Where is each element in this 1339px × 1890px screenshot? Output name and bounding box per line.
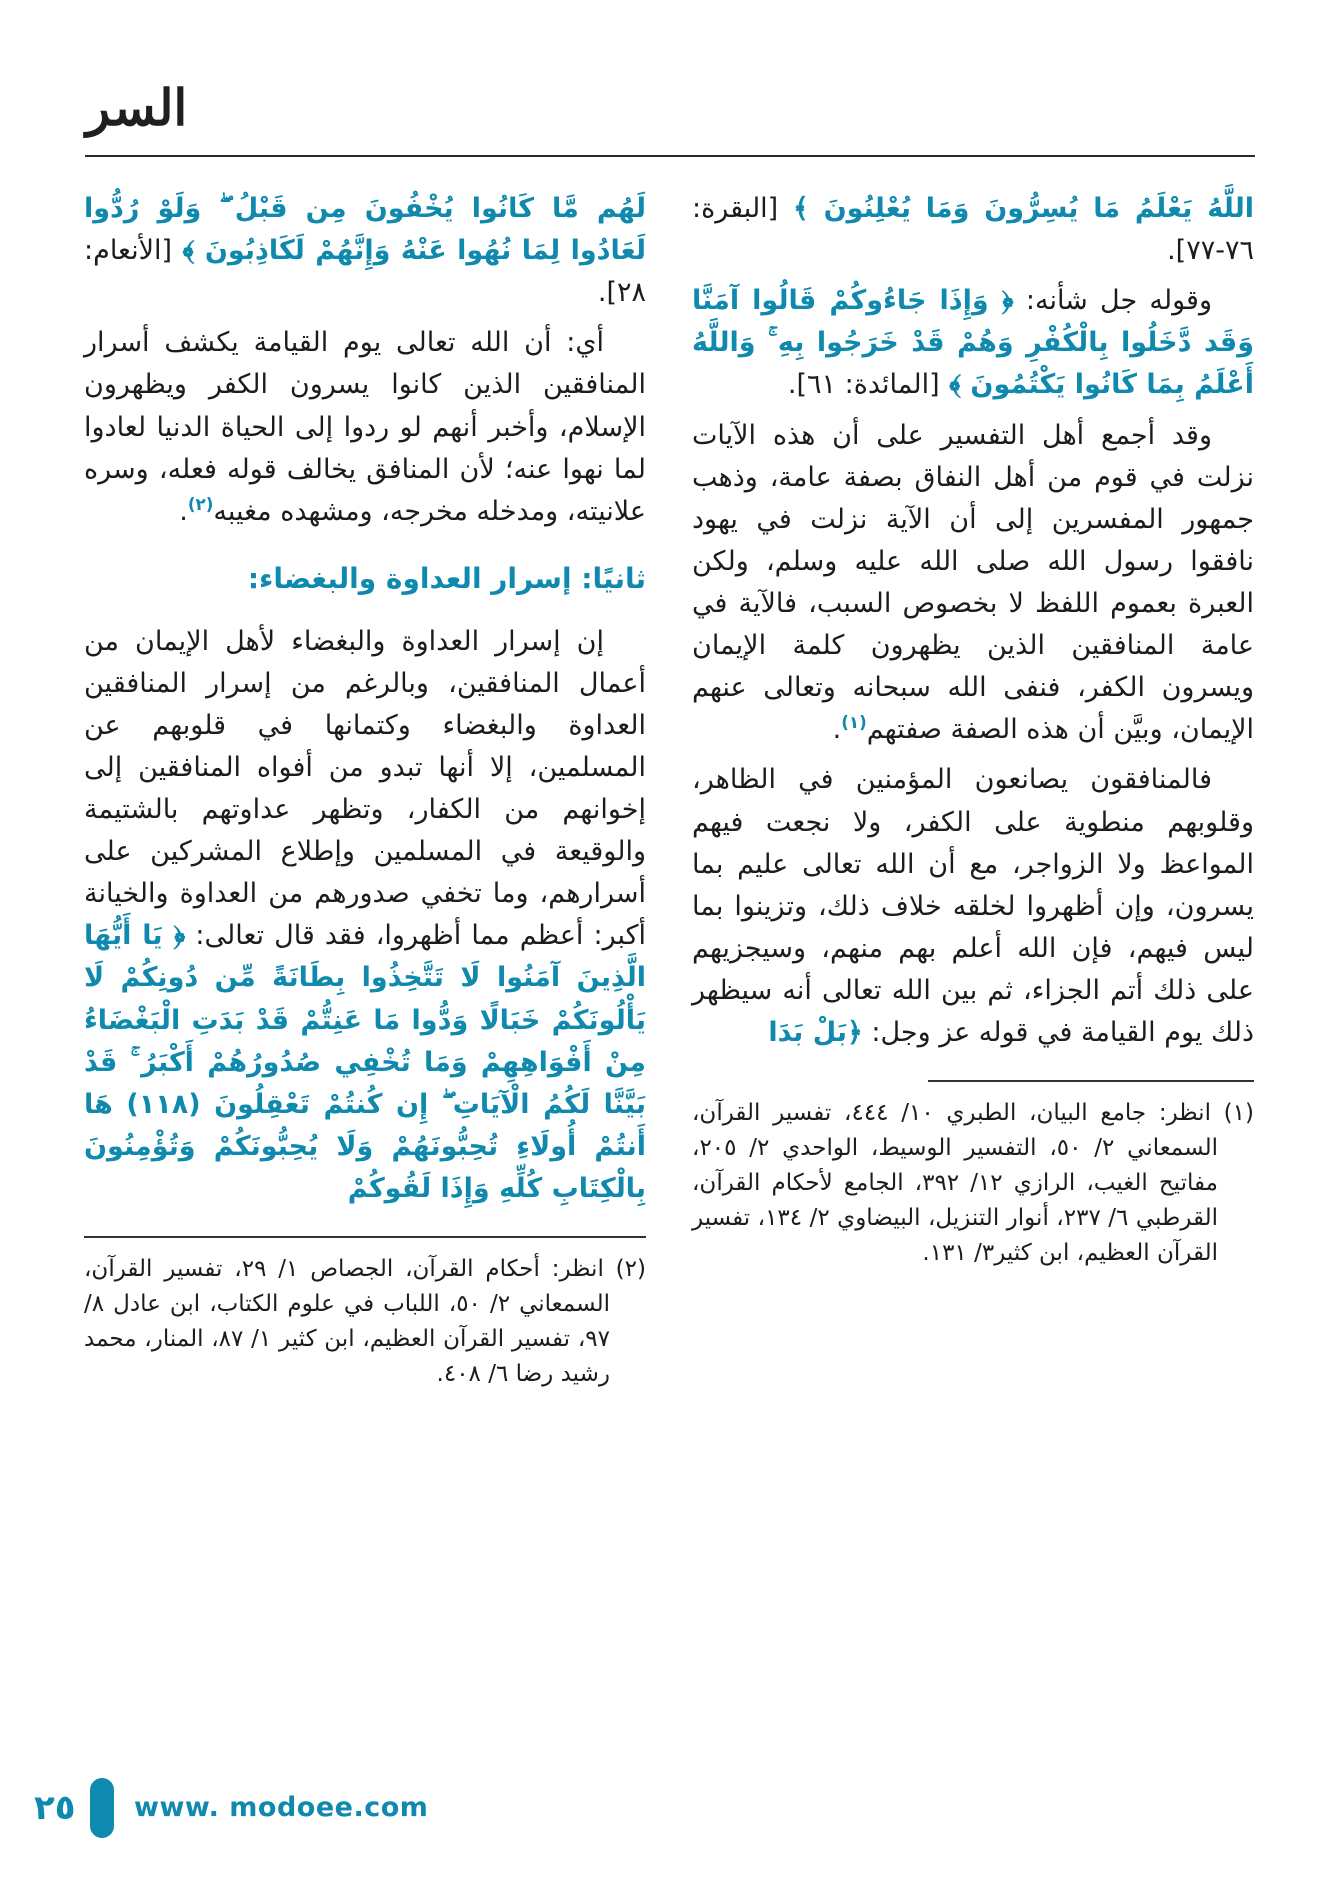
column-left — [84, 188, 646, 1396]
footnotes-right — [692, 1096, 1254, 1271]
paragraph-maidah-verse — [692, 280, 1254, 406]
page-footer — [0, 1778, 1339, 1838]
footer-divider-pill — [90, 1778, 114, 1838]
footnote-2 — [84, 1252, 646, 1392]
quran-verse-text: ﴿بَلْ بَدَا — [768, 1017, 863, 1049]
header-rule — [85, 155, 1255, 157]
footnote-separator-left — [84, 1236, 646, 1238]
text-run: [البقرة: ٧٦-٧٧]. — [692, 193, 1254, 267]
page-number: ٢٥ — [34, 1788, 76, 1828]
paragraph-munafiqun-description — [692, 759, 1254, 1054]
page-columns — [84, 188, 1254, 1396]
footnote-marker: (٢) — [187, 493, 214, 514]
quran-verse-text: ﴿ يَا أَيُّهَا الَّذِينَ آمَنُوا لَا تَتَّخِذُوا بِطَانَةً مِّن دُونِكُمْ لَا يَأْلُونَكُمْ خَبَالًا وَدُّوا مَا عَنِتُّمْ قَدْ بَدَتِ الْبَغْضَاءُ مِنْ أَفْوَاهِهِمْ وَمَا تُخْفِي صُدُورُهُمْ أَكْبَرُ ۚ قَدْ بَيَّنَّا لَكُمُ الْآيَاتِ ۖ إِن كُنتُمْ تَعْقِلُونَ (١١٨) هَا أَنتُمْ أُولَاءِ تُحِبُّونَهُمْ وَلَا يُحِبُّونَكُمْ وَتُؤْمِنُونَ بِالْكِتَابِ كُلِّهِ وَإِذَا لَقُوكُمْ — [84, 920, 646, 1204]
quran-verse-text: اللَّهُ يَعْلَمُ مَا يُسِرُّونَ وَمَا يُعْلِنُونَ ﴾ — [778, 193, 1254, 224]
section-heading-text: ثانيًا: إسرار العداوة والبغضاء: — [247, 561, 646, 595]
text-run: أي: أن الله تعالى يوم القيامة يكشف أسرار المنافقين الذين كانوا يسرون الكفر ويظهرون الإسلام، وأخبر أنهم لو ردوا إلى الحياة الدنيا لعادوا لما نهوا عنه؛ لأن المنافق يخالف قوله فعله، وسره علانيته، ومدخله مخرجه، ومشهده مغيبه — [84, 327, 646, 527]
quran-verse-text: لَهُم مَّا كَانُوا يُخْفُونَ مِن قَبْلُ ۖ وَلَوْ رُدُّوا لَعَادُوا لِمَا نُهُوا عَنْهُ وَإِنَّهُمْ لَكَاذِبُونَ ﴾ — [84, 193, 646, 267]
text-run: وقد أجمع أهل التفسير على أن هذه الآيات نزلت في قوم من أهل النفاق بصفة عامة، وذهب جمهور المفسرين إلى أن الآية نزلت في يهود نافقوا رسول الله صلى الله عليه وسلم، ولكن العبرة بعموم اللفظ لا بخصوص السبب، فالآية في عامة المنافقين الذين يظهرون كلمة الإيمان ويسرون الكفر، فنفى الله سبحانه وتعالى عنهم الإيمان، وبيَّن أن هذه الصفة صفتهم — [692, 419, 1254, 746]
column-right-text — [692, 188, 1254, 1054]
text-run: . — [832, 714, 842, 746]
text-run: (١) انظر: جامع البيان، الطبري ١٠/ ٤٤٤، تفسير القرآن، السمعاني ٢/ ٥٠، التفسير الوسيط، الواحدي ٢/ ٢٠٥، مفاتيح الغيب، الرازي ١٢/ ٣٩٢، الجامع لأحكام القرآن، القرطبي ٦/ ٢٣٧، أنوار التنزيل، البيضاوي ٢/ ١٣٤، تفسير القرآن العظيم، ابن كثير٣/ ١٣١. — [692, 1100, 1254, 1266]
text-run: [الأنعام: ٢٨]. — [84, 235, 646, 309]
quran-verse-anam-continuation — [84, 188, 646, 314]
footnotes-left — [84, 1252, 646, 1392]
chapter-calligraphy-title: السر — [86, 78, 188, 137]
footnote-separator-right — [928, 1080, 1254, 1082]
text-run: إن إسرار العداوة والبغضاء لأهل الإيمان من أعمال المنافقين، وبالرغم من إسرار المنافقين العداوة والبغضاء وكتمانها في قلوبهم عن المسلمين، إلا أنها تبدو من أفواه المنافقين إلى إخوانهم من الكفار، وتظهر عداوتهم بالشتيمة والوقيعة في المسلمين وإطلاع المشركين على أسرارهم، وما تخفي صدورهم من العداوة والخيانة أكبر: أعظم مما أظهروا، فقد قال تعالى: — [84, 625, 646, 952]
footnote-marker: (١) — [841, 712, 867, 733]
paragraph-tafsir-consensus — [692, 415, 1254, 752]
text-run: فالمنافقون يصانعون المؤمنين في الظاهر، وقلوبهم منطوية على الكفر، ولا نجعت فيهم المواعظ ولا الزواجر، مع أن الله تعالى عليم بما يسرون، وإن أظهروا لخلقه خلاف ذلك، وتزينوا بما ليس فيهم، فإن الله أعلم بهم منهم، وسيجزيهم على ذلك أتم الجزاء، ثم بين الله تعالى أنه سيظهر ذلك يوم القيامة في قوله عز وجل: — [692, 764, 1254, 1049]
footnote-1 — [692, 1096, 1254, 1271]
text-run: [المائدة: ٦١]. — [787, 369, 940, 401]
section-heading-israr-adawa — [84, 557, 646, 601]
column-left-text — [84, 188, 646, 1210]
paragraph-israr-adawa-body — [84, 621, 646, 1211]
text-run: . — [179, 495, 188, 527]
text-run: وقوله جل شأنه: — [1013, 285, 1213, 317]
paragraph-qiyamah-explanation — [84, 322, 646, 533]
quran-verse-text: ﴿ وَإِذَا جَاءُوكُمْ قَالُوا آمَنَّا وَقَد دَّخَلُوا بِالْكُفْرِ وَهُمْ قَدْ خَرَجُوا بِهِ ۚ وَاللَّهُ أَعْلَمُ بِمَا كَانُوا يَكْتُمُونَ ﴾ — [692, 285, 1254, 401]
column-right — [692, 188, 1254, 1275]
website-text: www. modoee.com — [134, 1792, 429, 1823]
text-run: (٢) انظر: أحكام القرآن، الجصاص ١/ ٢٩، تفسير القرآن، السمعاني ٢/ ٥٠، اللباب في علوم الكتاب، ابن عادل ٨/ ٩٧، تفسير القرآن العظيم، ابن كثير ١/ ٨٧، المنار، محمد رشيد رضا ٦/ ٤٠٨. — [84, 1256, 646, 1387]
quran-verse-baqarah-continuation — [692, 188, 1254, 272]
